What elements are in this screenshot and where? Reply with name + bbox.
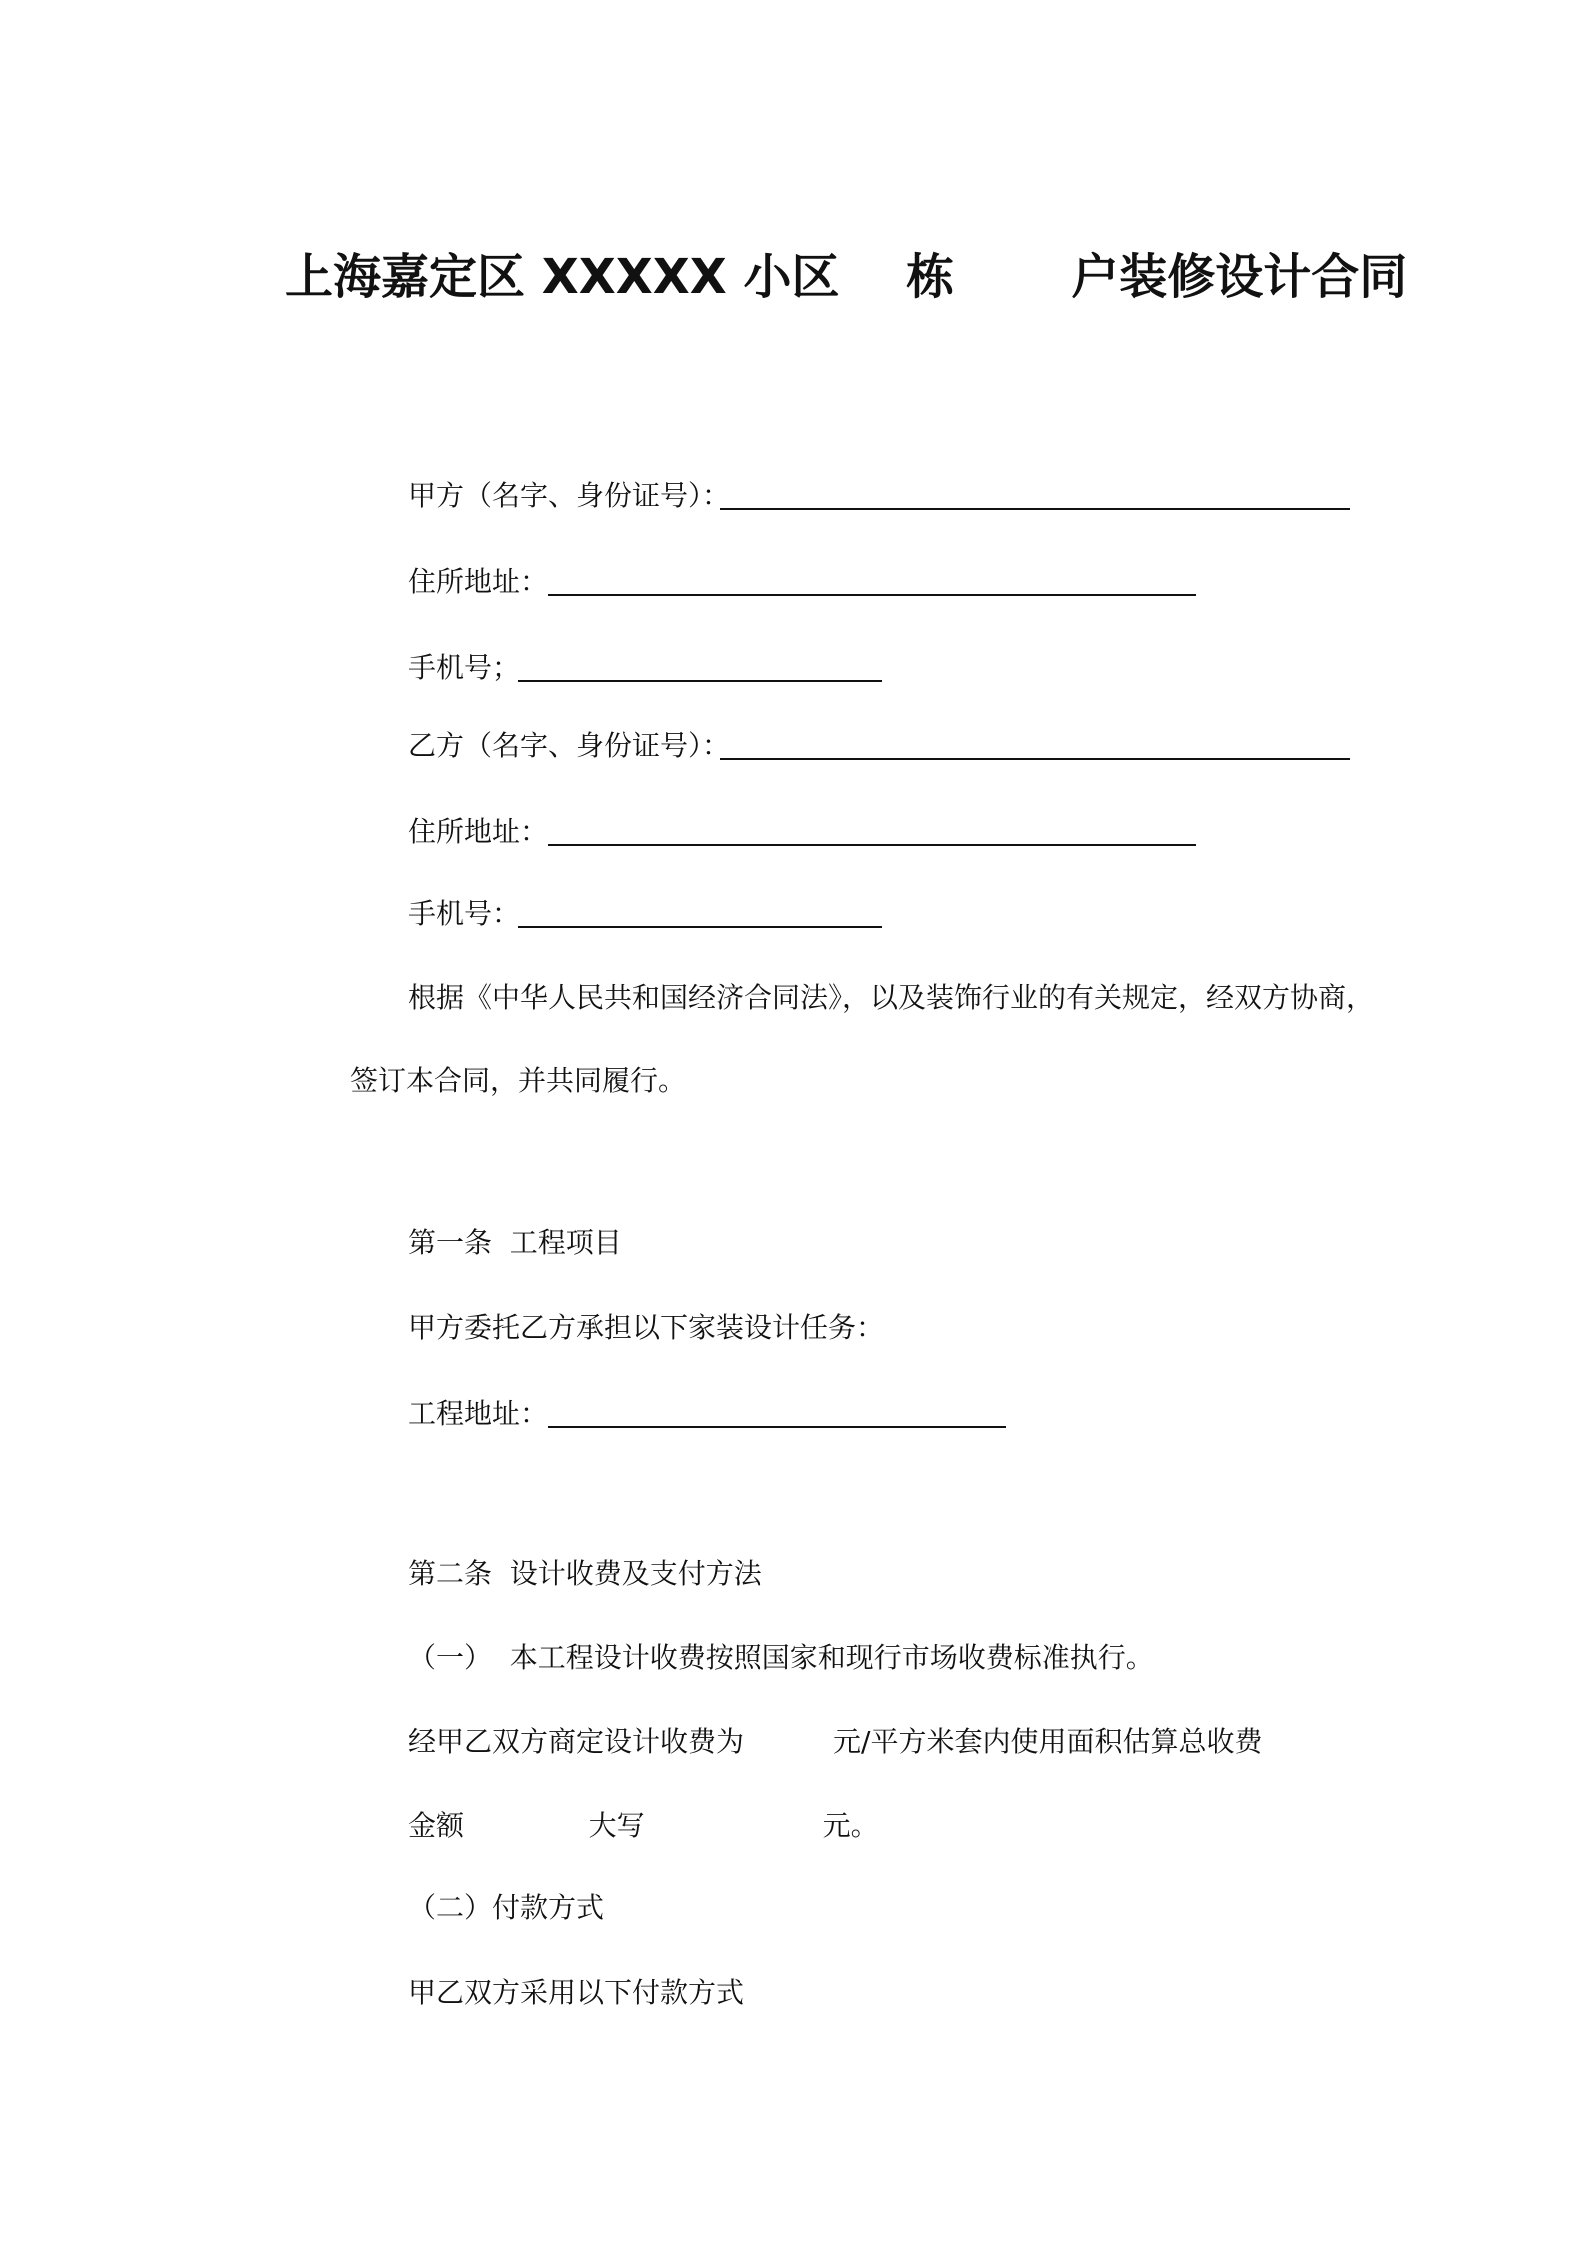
party-a-phone-label: 手机号；: [408, 651, 521, 684]
party-b-address-label: 住所地址：: [408, 815, 549, 848]
party-a-address-label: 住所地址：: [408, 565, 549, 598]
party-b-phone-fill-line[interactable]: [518, 926, 882, 928]
party-a-label: 甲方（名字、身份证号）：: [408, 479, 731, 512]
article-2-item-1: （一） 本工程设计收费按照国家和现行市场收费标准执行。: [408, 1641, 1154, 1674]
article-1-heading: 第一条 工程项目: [408, 1226, 622, 1259]
party-a-fill-line[interactable]: [720, 508, 1350, 510]
document-title: 上海嘉定区 XXXXX 小区 栋 户装修设计合同: [285, 249, 1408, 305]
fee-line-2: 金额 大写 元。: [408, 1809, 879, 1842]
preamble-line-1: 根据《中华人民共和国经济合同法》，以及装饰行业的有关规定，经双方协商，: [408, 981, 1375, 1014]
party-b-fill-line[interactable]: [720, 758, 1350, 760]
party-a-phone-fill-line[interactable]: [518, 680, 882, 682]
party-a-address-fill-line[interactable]: [548, 594, 1196, 596]
article-1-text: 甲方委托乙方承担以下家装设计任务：: [408, 1311, 885, 1344]
preamble-line-2: 签订本合同，并共同履行。: [350, 1064, 687, 1097]
article-2-heading: 第二条 设计收费及支付方法: [408, 1557, 762, 1590]
article-2-item-2: （二）付款方式: [408, 1891, 605, 1924]
party-b-label: 乙方（名字、身份证号）：: [408, 729, 731, 762]
party-b-address-fill-line[interactable]: [548, 844, 1196, 846]
project-address-label: 工程地址：: [408, 1397, 549, 1430]
party-b-phone-label: 手机号：: [408, 897, 521, 930]
payment-method-text: 甲乙双方采用以下付款方式: [408, 1976, 745, 2009]
project-address-fill-line[interactable]: [548, 1426, 1006, 1428]
fee-line-1: 经甲乙双方商定设计收费为 元/平方米套内使用面积估算总收费: [408, 1725, 1263, 1758]
